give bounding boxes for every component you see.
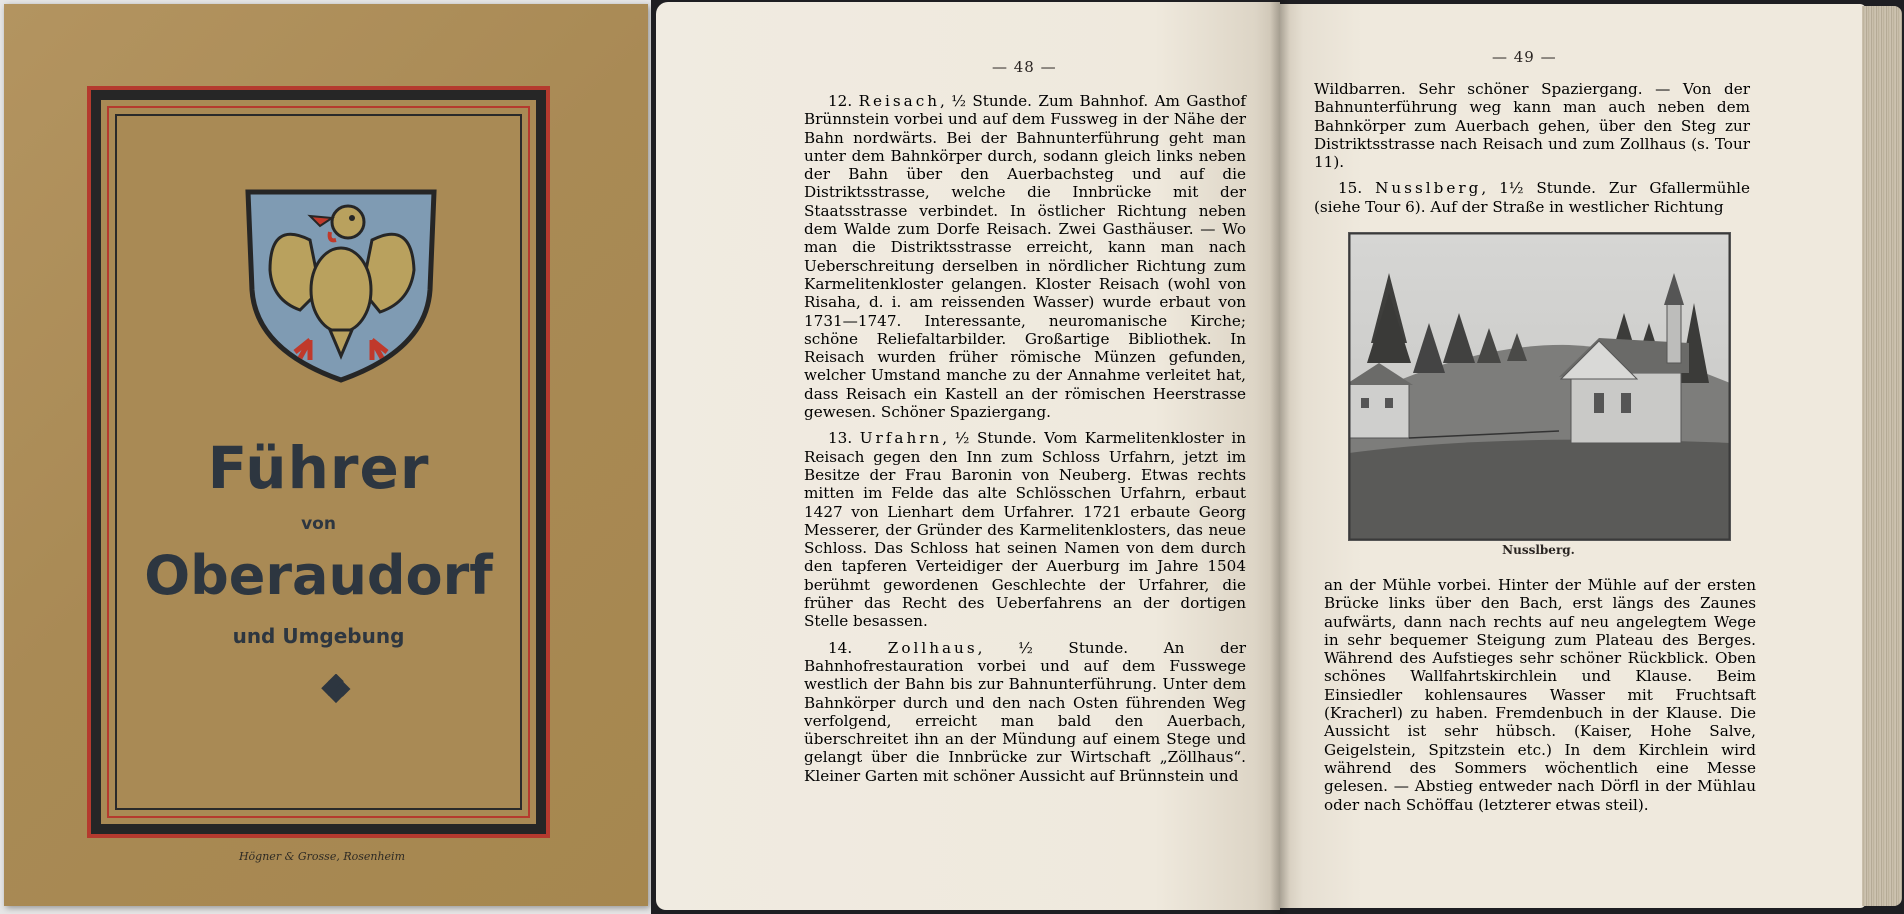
cover-subtitle: und Umgebung	[232, 624, 405, 648]
left-page-text	[804, 92, 1246, 793]
paragraph-continued: Wildbarren. Sehr schöner Spaziergang. — Von der Bahnunterführung weg kann man auch neben dem Bahnkörper zum Auerbach gehen, über den Steg zur Distriktsstrasse nach Reisach und zum Zollhaus (s. Tour 11).	[1314, 80, 1750, 172]
paragraph-urfahrn: 13. Urfahrn, ½ Stunde. Vom Karmelitenkloster in Reisach gegen den Inn zum Schloss Urfahrn, jetzt im Besitze der Frau Baronin von Neuberg. Etwas rechts mitten im Felde das alte Schlösschen Urfahrn, erbaut 1427 von Lienhart dem Urfahrer. 1721 erbaute Georg Messerer, der Gründer des Karmelitenklosters, das neue Schloss. Das Schloss hat seinen Namen von dem durch den tapferen Verteidiger der Auerburg im Jahre 1504 berühmt gewordenen Geschlechte der Urfahrer, die früher das Recht des Ueberfahrens an der dortigen Stelle besassen.	[804, 429, 1246, 631]
right-page-top-text	[1314, 80, 1750, 224]
page-number-left: — 48 —	[992, 58, 1057, 76]
cover-title: Führer	[207, 434, 430, 502]
photo-caption: Nusslberg.	[1502, 543, 1575, 557]
nusslberg-chapel-photo	[1348, 232, 1731, 541]
book-gutter	[1270, 0, 1290, 914]
page-number-right: — 49 —	[1492, 48, 1557, 66]
paragraph-nusslberg-continued: an der Mühle vorbei. Hinter der Mühle auf der ersten Brücke links über den Bach, erst längs des Zaunes aufwärts, dann nach rechts auf neu angelegtem Wege in sehr bequemer Steigung zum Plateau des Berges. Während des Aufstieges sehr schöner Rückblick. Oben schönes Wallfahrtskirchlein und Klause. Beim Einsiedler kohlensaures Wasser mit Fruchtsaft (Kracherl) zu haben. Fremdenbuch in der Klause. Die Aussicht ist sehr hübsch. (Kaiser, Hohe Salve, Geigelstein, Spitzstein etc.) In dem Kirchlein wird während des Sommers wöchentlich eine Messe gelesen. — Abstieg entweder nach Dörfl in der Mühlau oder nach Schöffau (letzterer etwas steil).	[1324, 576, 1756, 814]
paragraph-zollhaus: 14. Zollhaus, ½ Stunde. An der Bahnhofrestauration vorbei und auf dem Fusswege westlich der Bahn bis zur Bahnunterführung. Unter dem Bahnkörper durch und den nach Osten führenden Weg verfolgend, erreicht man bald den Auerbach, überschreitet ihn an der Mündung auf einem Stege und gelangt über die Innbrücke zur Wirtschaft „Zöllhaus“. Kleiner Garten mit schöner Aussicht auf Brünnstein und	[804, 638, 1247, 785]
cover-panel	[115, 114, 522, 810]
coat-of-arms-eagle-icon	[240, 180, 442, 385]
heading-reisach: Reisach	[858, 92, 940, 110]
right-page-bottom-text	[1324, 576, 1756, 822]
cover-publisher: Högner & Grosse, Rosenheim	[238, 850, 406, 863]
heading-zollhaus: Zollhaus	[887, 638, 978, 657]
cover-place-name: Oberaudorf	[144, 544, 493, 607]
cover-frame	[87, 86, 550, 838]
paragraph-nusslberg: 15. Nusslberg, 1½ Stunde. Zur Gfallermühle (siehe Tour 6). Auf der Straße in westlicher Richtung	[1314, 179, 1751, 216]
heading-urfahrn: Urfahrn	[859, 429, 943, 448]
cover-von: von	[301, 514, 336, 534]
book-cover	[4, 4, 648, 906]
page-edges	[1862, 6, 1902, 906]
diamond-ornament-icon	[321, 674, 351, 704]
heading-nusslberg: Nusslberg	[1375, 179, 1482, 198]
paragraph-reisach: 12. Reisach, ½ Stunde. Zum Bahnhof. Am Gasthof Brünnstein vorbei und auf dem Fussweg in der Nähe der Bahn nordwärts. Bei der Bahnunterführung geht man unter dem Bahnkörper durch, sodann gleich links neben der Bahn über den Auerbachsteg und auf die Distriktsstrasse, welche die Innbrücke mit der Staatsstrasse verbindet. In östlicher Richtung neben dem Walde zum Dorfe Reisach. Zwei Gasthäuser. — Wo man die Distriktsstrasse erreicht, kann man nach Ueberschreitung derselben in nördlicher Richtung zum Karmelitenkloster gelangen. Kloster Reisach (wohl von Risaha, d. i. am reissenden Wasser) wurde erbaut von 1731—1747. Interessante, neuromanische Kirche; schöne Reliefaltarbilder. Großartige Bibliothek. In Reisach wurden früher römische Münzen gefunden, welcher Umstand manche zu der Annahme verleitet hat, dass Reisach ein Kastell an der römischen Heerstrasse gewesen. Schöner Spaziergang.	[804, 92, 1247, 422]
